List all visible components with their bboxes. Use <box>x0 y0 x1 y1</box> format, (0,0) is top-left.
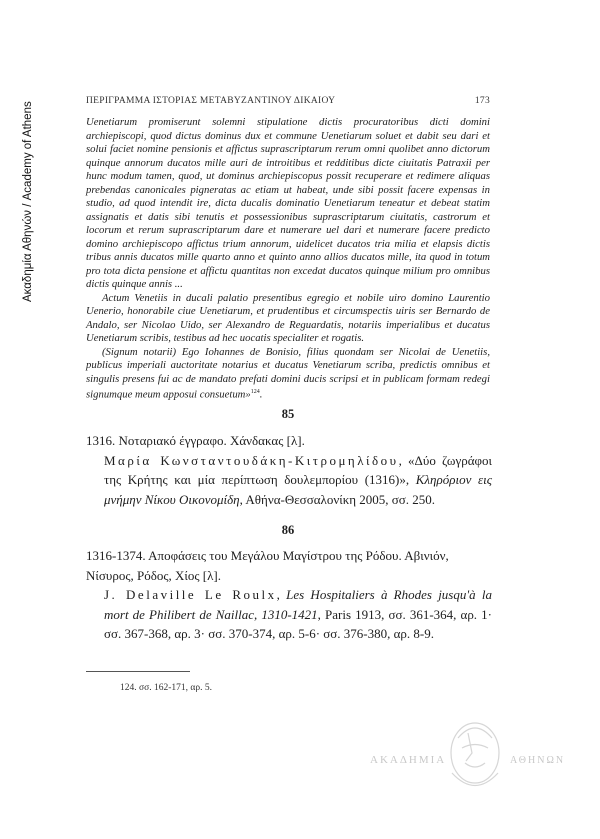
running-head <box>86 96 490 106</box>
latin-paragraph: Uenetiarum promiserunt solemni stipulatione dictis procuratoribus dicti domini archiepiscopi, quod dictus dominus dux et commune Uenetiarum soluet et dabit seu dari et solui faciet nomine pensionis et affictus suprascriptarum rerum omni quolibet anno dictorum quinque annorum ducatos mille auri de introitibus et redditibus dicte ciuitatis Patraxii per hunc modum tamen, quod, ut dominus archiepiscopus possit recuperare et redimere aliquas prebendas canonicales pigneratas ac etiam ut habeat, unde sibi possit facere expensas in studio, ad quod intendit ire, dicta ducalis dominatio Uenetiarum teneatur et debeat statim assignatis et datis sibi tenutis et possessionibus suprascriptarum ciuitatis, castrorum et locorum et rerum suprascriptarum dare et numerare uel dari et numerare facere predicto domino archiepiscopo affictus trium annorum, uidelicet ducatos tria milia et elapsis dictis tribus annis ducatos mille quarto anno et quinto anno allios ducatos mille, ita quod in totum pro tota dicta pensione et affictu quantitas non excedat ducatos quinque milium pro omnibus dictis quinque annis ... <box>86 116 490 290</box>
footnote: 124. σσ. 162-171, αρ. 5. <box>120 683 212 693</box>
entry-number: 86 <box>281 523 295 537</box>
latin-paragraph-end: . <box>259 388 263 401</box>
entry-title: , «Δύο ζωγράφοι της Κρήτης και μία περίπτωση δουλεμπορίου (1316)», <box>104 452 493 487</box>
entry-author: Μαρία Κωνσταντουδάκη-Κιτρομηλίδου <box>104 452 399 468</box>
footnote-divider <box>86 671 190 672</box>
entry-heading: 1316. Νοταριακό έγγραφο. Χάνδακας [λ]. <box>86 433 305 448</box>
entry-number: 85 <box>281 407 295 421</box>
latin-paragraph-text: (Signum notarii) Ego Iohannes de Bonisio, filius quondam ser Nicolai de Uenetiis, publicus imperiali auctoritate notarius et ducatus Venetiarum scriba, predictis omnibus et singulis presens fui ac de mandato prefati domini ducis scripsi et in publicam formam redegi signumque meum apposui consuetum» <box>86 345 490 401</box>
entry-book-title: Les Hospitaliers à Rhodes jusqu'à la mort de Philibert de Naillac, 1310-1421 <box>104 587 492 622</box>
footnote-ref: 124 <box>250 389 260 395</box>
running-head-title: ΠΕΡΙΓΡΑΜΜΑ ΙΣΤΟΡΙΑΣ ΜΕΤΑΒΥΖΑΝΤΙΝΟΥ ΔΙΚΑΙΟΥ <box>86 96 336 106</box>
side-credit: Ακαδημία Αθηνών / Academy of Athens <box>22 101 34 302</box>
entry-author: J. Delaville Le Roulx <box>104 587 277 602</box>
entry-85 <box>86 431 492 509</box>
entry-publication: , Αθήνα-Θεσσαλονίκη 2005, σσ. 250. <box>239 491 436 507</box>
svg-text:ΑΚΑΔΗΜΙΑ: ΑΚΑΔΗΜΙΑ <box>370 754 447 766</box>
entry-reference <box>86 451 492 510</box>
entry-title: , <box>276 587 287 602</box>
latin-text-block <box>86 116 490 402</box>
entry-book-title: Κληρόριον εις μνήμην Νίκου Οικονομίδη <box>104 472 492 507</box>
entry-reference <box>86 585 492 644</box>
svg-text:ΑΘΗΝΩΝ: ΑΘΗΝΩΝ <box>510 755 566 766</box>
latin-paragraph: Actum Venetiis in ducali palatio presentibus egregio et nobile uiro domino Laurentio Uenerio, honorabile ciue Uenetiarum, et prudentibus et circumspectis uiris ser Bernardo de Andalo, ser Nicolao Uido, ser Alexandro de Reguardatis, notariis imperialibus et ducatus Uenetiarum scribis, testibus ad hec uocatis specialiter et rogatis. <box>86 291 490 344</box>
entry-86 <box>86 546 492 644</box>
entry-heading: 1316-1374. Αποφάσεις του Μεγάλου Μαγίστρου της Ρόδου. Αβινιόν, Νίσυρος, Ρόδος, Χίος [λ]. <box>86 548 449 583</box>
entry-publication: , Paris 1913, σσ. 361-364, αρ. 1· σσ. 367-368, αρ. 3· σσ. 370-374, αρ. 5-6· σσ. 376-380, αρ. 8-9. <box>104 606 492 641</box>
page-number: 173 <box>474 96 490 106</box>
latin-paragraph <box>86 346 490 403</box>
academy-watermark-logo <box>370 713 580 803</box>
